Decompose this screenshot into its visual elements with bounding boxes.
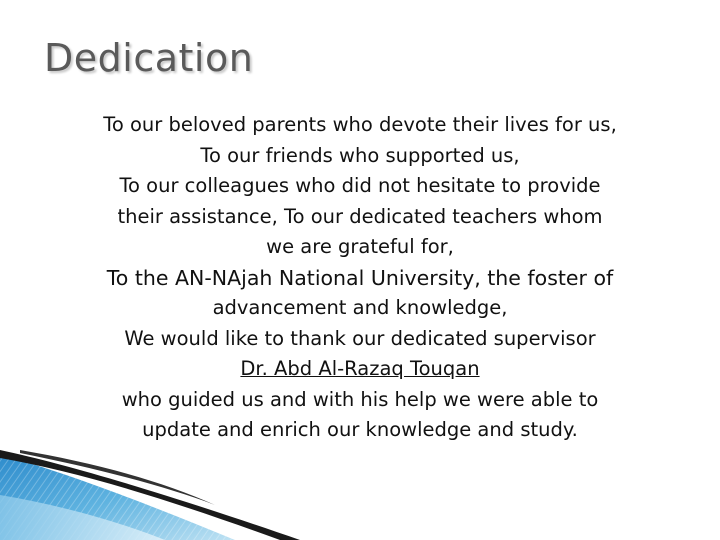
slide-title: Dedication bbox=[44, 36, 254, 80]
supervisor-name: Dr. Abd Al-Razaq Touqan bbox=[240, 357, 480, 380]
dedication-line: To our beloved parents who devote their lives for us, bbox=[103, 113, 617, 136]
dedication-line: To our colleagues who did not hesitate to provide bbox=[119, 174, 601, 197]
dedication-line: who guided us and with his help we were able to bbox=[121, 387, 599, 411]
dedication-line: we are grateful for, bbox=[266, 235, 454, 258]
dedication-line: To the AN-NAjah National University, the foster of bbox=[106, 265, 614, 290]
dedication-line: advancement and knowledge, bbox=[212, 296, 508, 319]
dedication-line: their assistance, To our dedicated teachers whom bbox=[117, 204, 603, 228]
dedication-line: update and enrich our knowledge and study. bbox=[142, 418, 578, 441]
dedication-line: To our friends who supported us, bbox=[200, 143, 520, 167]
dedication-line: We would like to thank our dedicated supervisor bbox=[124, 326, 596, 350]
